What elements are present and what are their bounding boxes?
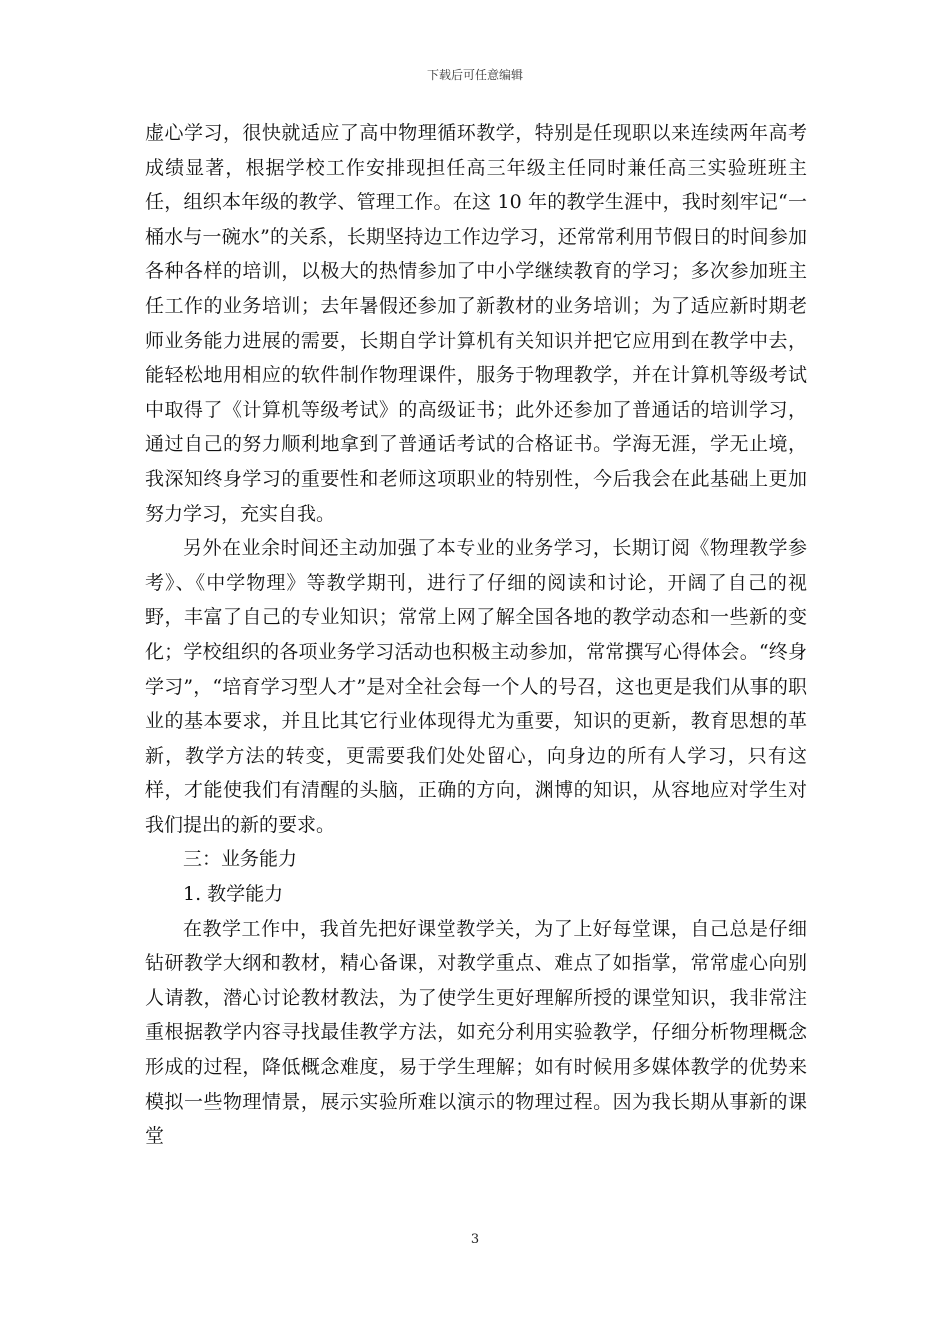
- section-heading: 三：业务能力: [183, 848, 298, 871]
- page-header: 下载后可任意编辑: [426, 68, 523, 82]
- page-number: 3: [470, 1232, 480, 1247]
- document-body: [145, 116, 807, 1154]
- body-paragraph-3: 在教学工作中，我首先把好课堂教学关，为了上好每堂课，自己总是仔细钻研教学大纲和教材，精心备课，对教学重点、难点了如指掌，常常虚心向别人请教，潜心讨论教材教法，为了使学生更好理解所授的课堂知识，我非常注重根据教学内容寻找最佳教学方法，如充分利用实验教学，仔细分析物理概念形成的过程，降低概念难度，易于学生理解；如有时候用多媒体教学的优势来模拟一些物理情景，展示实验所难以演示的物理过程。因为我长期从事新的课堂: [145, 917, 807, 1148]
- body-paragraph-1: 虚心学习，很快就适应了高中物理循环教学，特别是任现职以来连续两年高考成绩显著，根据学校工作安排现担任高三年级主任同时兼任高三实验班班主任，组织本年级的教学、管理工作。在这 10 年的教学生涯中，我时刻牢记“一桶水与一碗水”的关系，长期坚持边工作边学习，还常常利用节假日的时间参加各种各样的培训，以极大的热情参加了中小学继续教育的学习；多次参加班主任工作的业务培训；去年暑假还参加了新教材的业务培训；为了适应新时期老师业务能力进展的需要，长期自学计算机有关知识并把它应用到在教学中去，能轻松地用相应的软件制作物理课件，服务于物理教学，并在计算机等级考试中取得了《计算机等级考试》的高级证书；此外还参加了普通话的培训学习，通过自己的努力顺利地拿到了普通话考试的合格证书。学海无涯，学无止境，我深知终身学习的重要性和老师这项职业的特别性，今后我会在此基础上更加努力学习，充实自我。: [145, 122, 807, 525]
- subsection-heading: 1. 教学能力: [183, 883, 284, 906]
- body-paragraph-2: 另外在业余时间还主动加强了本专业的业务学习，长期订阅《物理教学参考》、《中学物理》等教学期刊，进行了仔细的阅读和讨论，开阔了自己的视野，丰富了自己的专业知识；常常上网了解全国各地的教学动态和一些新的变化；学校组织的各项业务学习活动也积极主动参加，常常撰写心得体会。“终身学习”，“培育学习型人才”是对全社会每一个人的号召，这也更是我们从事的职业的基本要求，并且比其它行业体现得尤为重要，知识的更新，教育思想的革新，教学方法的转变，更需要我们处处留心，向身边的所有人学习，只有这样，才能使我们有清醒的头脑，正确的方向，渊博的知识，从容地应对学生对我们提出的新的要求。: [145, 537, 807, 836]
